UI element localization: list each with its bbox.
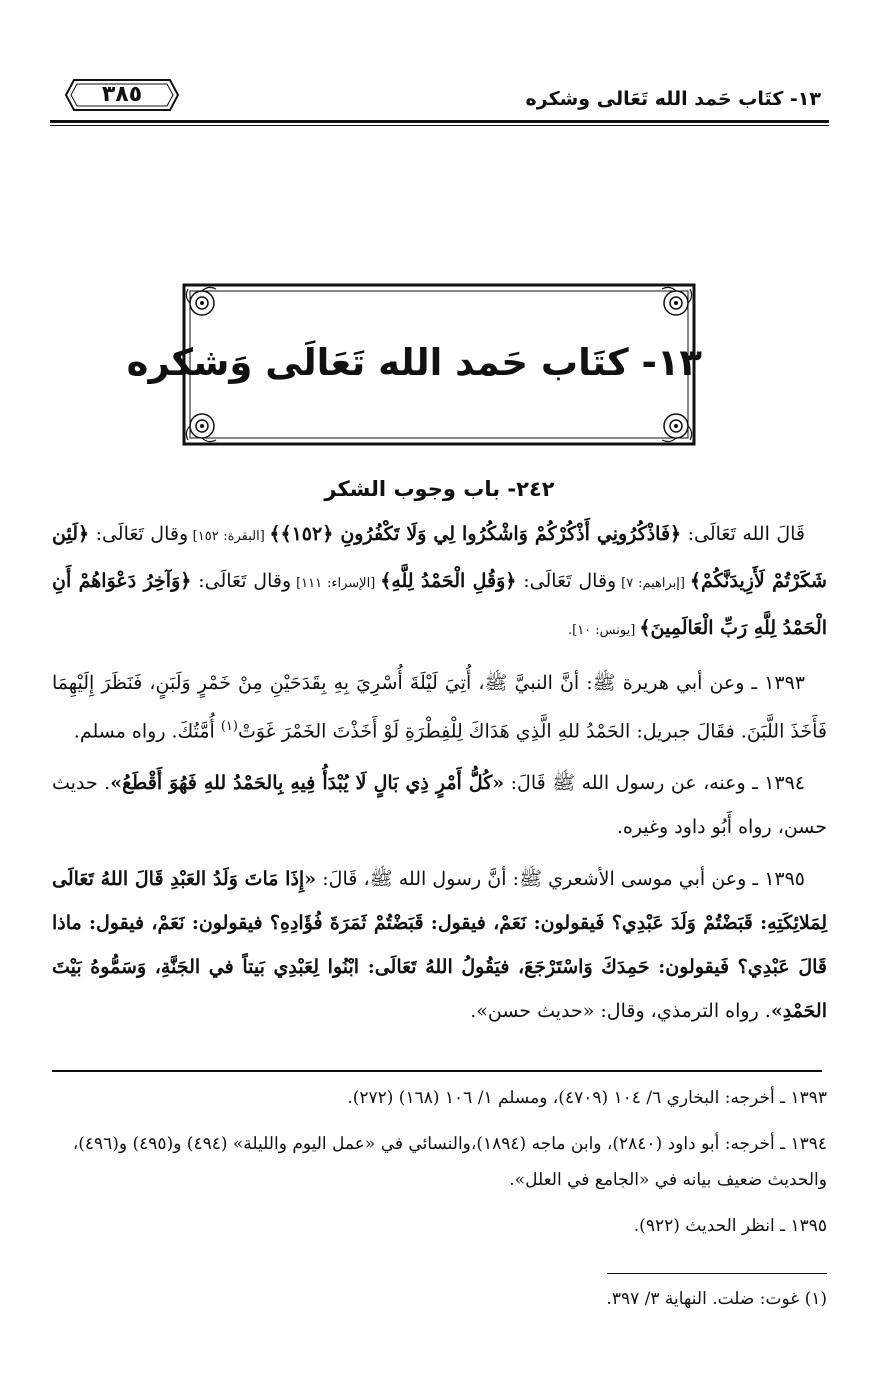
text-run: ١٣٩٣ ـ وعن أبي هريرة ﷺ: أنَّ النبيَّ ﷺ، أُتِيَ لَيْلَةَ أُسْرِيَ بِهِ بِقَدَحَيْنِ مِنْ خَمْرٍ وَلَبَنٍ، فَنَظَرَ إِلَيْهِمَا فَأَخَذَ اللَّبَنَ. فقَالَ جبريل: الحَمْدُ للهِ الَّذِي هَدَاكَ لِلْفِطْرَةِ لَوْ أَخَذْتَ الخَمْرَ غَوَتْ xyxy=(52,672,827,743)
takhrij-notes xyxy=(52,1080,827,1254)
page-header xyxy=(50,66,829,116)
quran-verse: ﴿لَئِن شَكَرْتُمْ لَأَزِيدَنَّكُمْ﴾ xyxy=(52,523,827,592)
text-run: ١٣٩٤ ـ وعنه، عن رسول الله ﷺ قَالَ: xyxy=(504,772,805,795)
text-run: . رواه الترمذي، وقال: «حديث حسن». xyxy=(470,1000,771,1023)
corner-ornament-icon xyxy=(654,281,698,325)
hadith-1394 xyxy=(52,761,827,849)
hadith-1395 xyxy=(52,857,827,1033)
quran-verse: ﴿وَآخِرُ دَعْوَاهُمْ أَنِ الْحَمْدُ لِلَّهِ رَبِّ الْعَالَمِينَ﴾ xyxy=(52,570,827,639)
text-run: وقال تَعَالَى: xyxy=(89,523,189,545)
hadith-quote: «إِذَا مَاتَ وَلَدُ العَبْدِ قَالَ اللهُ تَعَالَى لِمَلائِكَتِهِ: قَبَضْتُمْ وَلَدَ عَبْدِي؟ فَيقولون: نَعَمْ، فيقول: قَبَضْتُمْ ثَمَرَةَ فُؤَادِهِ؟ فيقولون: نَعَمْ، فيقول: ماذا قَالَ عَبْدِي؟ فَيقولون: حَمِدَكَ وَاسْتَرْجَعَ، فيَقُولُ اللهُ تَعَالَى: ابْنُوا لِعَبْدِي بَيتاً في الجَنَّةِ، وَسَمُّوهُ بَيْتَ الحَمْدِ» xyxy=(52,868,827,1023)
verse-reference: [البقرة: ١٥٢] xyxy=(188,529,270,544)
chapter-heading: ٢٤٢- باب وجوب الشكر xyxy=(324,477,555,501)
text-run: قَالَ الله تَعَالَى: xyxy=(681,523,805,545)
verse-reference: [إبراهيم: ٧] xyxy=(616,576,690,591)
footnote-separator xyxy=(607,1273,827,1274)
verse-reference: [يونس: ١٠]. xyxy=(567,623,640,638)
quran-verses-paragraph xyxy=(52,512,827,653)
page-number-cartouche xyxy=(62,76,182,114)
hadith-1393 xyxy=(52,661,827,753)
text-run: . حديث حسن، رواه أَبُو داود وغيره. xyxy=(52,772,827,839)
quran-verse: ﴿فَاذْكُرُونِي أَذْكُرْكُمْ وَاشْكُرُوا لِي وَلَا تَكْفُرُونِ ﴿١٥٢﴾﴾ xyxy=(269,523,682,545)
hadith-quote: «كُلُّ أَمْرٍ ذِي بَالٍ لَا يُبْدَأُ فِيهِ بِالحَمْدُ للهِ فَهُوَ أَقْطَعُ» xyxy=(110,772,505,795)
notes-separator xyxy=(52,1070,822,1072)
corner-ornament-icon xyxy=(654,404,698,448)
quran-verse: ﴿وَقُلِ الْحَمْدُ لِلَّهِ﴾ xyxy=(380,570,517,592)
verse-reference: [الإسراء: ١١١] xyxy=(291,576,381,591)
footnote: (١) غوت: ضلت. النهاية ٣/ ٣٩٧. xyxy=(606,1289,827,1309)
text-run: وقال تَعَالَى: xyxy=(516,570,617,592)
footnote-marker: (١) xyxy=(220,719,238,734)
corner-ornament-icon xyxy=(180,281,224,325)
header-rule xyxy=(50,120,829,126)
text-run: وقال تَعَالَى: xyxy=(191,570,292,592)
main-text xyxy=(52,512,827,1033)
page-number: ٣٨٥ xyxy=(101,82,143,107)
book-title: ١٣- كتَاب حَمد الله تَعَالَى وَشكره xyxy=(126,341,702,384)
takhrij-note: ١٣٩٤ ـ أخرجه: أبو داود (٢٨٤٠)، وابن ماجه (١٨٩٤)،والنسائي في «عمل اليوم والليلة» (٤٩٤) و(٤٩٥) و(٤٩٦)، والحديث ضعيف بيانه في «الجامع في العلل». xyxy=(72,1134,827,1190)
book-title-frame xyxy=(126,277,702,452)
text-run: أُمَّتُكَ. رواه مسلم. xyxy=(73,720,221,743)
takhrij-note: ١٣٩٣ ـ أخرجه: البخاري ٦/ ١٠٤ (٤٧٠٩)، ومسلم ١/ ١٠٦ (١٦٨) (٢٧٢). xyxy=(347,1088,827,1108)
corner-ornament-icon xyxy=(180,404,224,448)
running-title: ١٣- كتَاب حَمد الله تَعَالى وشكره xyxy=(525,88,821,110)
text-run: ١٣٩٥ ـ وعن أبي موسى الأشعري ﷺ: أنَّ رسول الله ﷺ، قَالَ: xyxy=(316,868,806,891)
takhrij-note: ١٣٩٥ ـ انظر الحديث (٩٢٢). xyxy=(633,1216,827,1236)
